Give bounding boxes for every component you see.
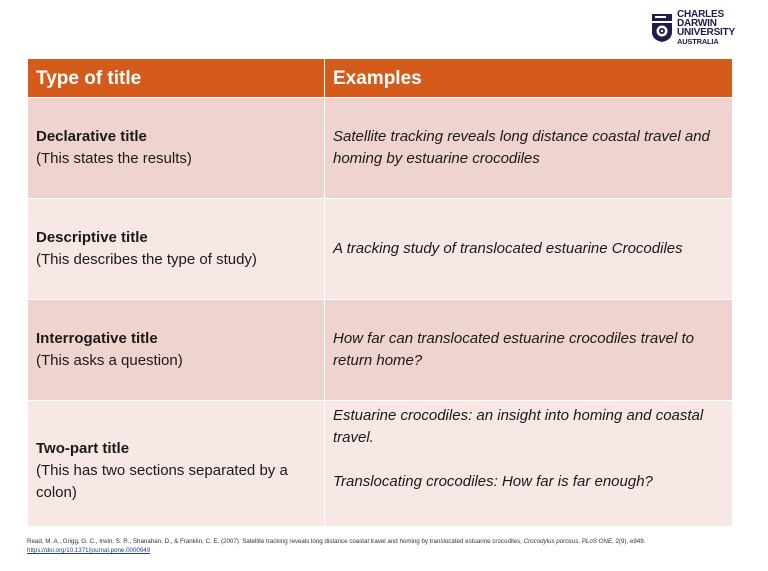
table-header-row bbox=[28, 59, 733, 98]
type-name: Interrogative title bbox=[36, 330, 158, 347]
logo-wordmark bbox=[677, 10, 735, 46]
logo-line-4: AUSTRALIA bbox=[677, 37, 719, 46]
logo-line-1: CHARLES bbox=[677, 9, 724, 20]
title-types-table bbox=[27, 58, 733, 527]
type-cell bbox=[28, 199, 325, 300]
table-row bbox=[28, 300, 733, 401]
example-text: Estuarine crocodiles: an insight into homing and coastal travel. bbox=[333, 407, 704, 446]
type-name: Descriptive title bbox=[36, 229, 148, 246]
header-examples: Examples bbox=[325, 59, 733, 98]
citation-authors: Read, M. A., Grigg, G. C., Irwin, S. R., Shanahan, D., & Franklin, C. E. (2007). Satellite tracking reveals long distance coastal travel and homing by translocated estuarine crocodiles, bbox=[27, 538, 524, 545]
type-cell bbox=[28, 300, 325, 401]
type-description: (This asks a question) bbox=[36, 352, 183, 369]
type-description: (This has two sections separated by a colon) bbox=[36, 461, 288, 501]
example-text: A tracking study of translocated estuarine Crocodiles bbox=[333, 240, 683, 257]
citation bbox=[27, 537, 747, 555]
crest-icon bbox=[652, 14, 672, 42]
type-name: Declarative title bbox=[36, 128, 147, 145]
example-text: How far can translocated estuarine crocodiles travel to return home? bbox=[333, 330, 695, 369]
citation-journal: PLoS ONE bbox=[581, 538, 613, 545]
table-row bbox=[28, 98, 733, 199]
type-cell bbox=[28, 401, 325, 527]
table-row bbox=[28, 401, 733, 527]
type-cell bbox=[28, 98, 325, 199]
example-text: Satellite tracking reveals long distance coastal travel and homing by estuarine crocodiles bbox=[333, 128, 710, 167]
university-logo bbox=[652, 10, 735, 46]
type-description: (This describes the type of study) bbox=[36, 251, 257, 268]
header-type-of-title: Type of title bbox=[28, 59, 325, 98]
table-row bbox=[28, 199, 733, 300]
type-description: (This states the results) bbox=[36, 150, 192, 167]
logo-line-2: DARWIN bbox=[677, 18, 717, 29]
doi-link[interactable]: https://doi.org/10.1371/journal.pone.0000949 bbox=[27, 547, 151, 554]
type-name: Two-part title bbox=[36, 439, 130, 457]
citation-separator: . bbox=[578, 538, 582, 545]
example-cell bbox=[325, 98, 733, 199]
example-text: Translocating crocodiles: How far is far enough? bbox=[333, 473, 653, 490]
citation-species: Crocodylus porosus bbox=[523, 538, 579, 545]
example-cell bbox=[325, 401, 733, 527]
logo-line-3: UNIVERSITY bbox=[677, 27, 736, 38]
example-cell bbox=[325, 300, 733, 401]
example-cell bbox=[325, 199, 733, 300]
citation-volume: , 2(9), e949. bbox=[612, 538, 646, 545]
